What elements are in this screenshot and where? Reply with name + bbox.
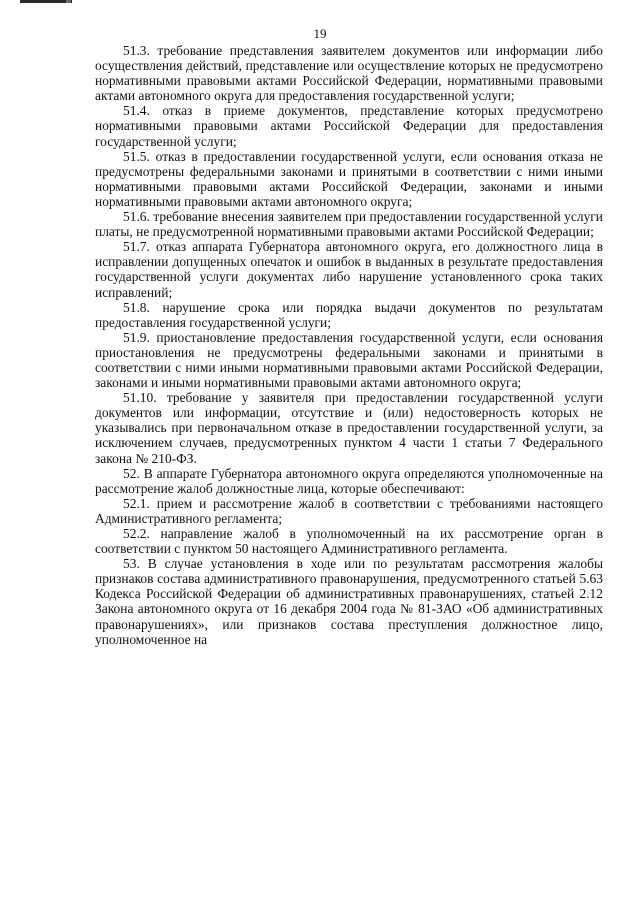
paragraph-52: 52. В аппарате Губернатора автономного округа определяются уполномоченные на рассмотрение жалоб должностные лица, которые обеспечивают:: [95, 465, 603, 496]
paragraph-51-9: 51.9. приостановление предоставления государственной услуги, если основания приостановления не предусмотрены федеральными законами и принятыми в соответствии с ними иными нормативными правовыми актами Российской Федерации, законами и иными нормативными правовыми актами автономного округа;: [95, 329, 603, 391]
paragraph-51-6: 51.6. требование внесения заявителем при предоставлении государственной услуги платы, не предусмотренной нормативными правовыми актами Российской Федерации;: [95, 209, 603, 240]
paragraph-53: 53. В случае установления в ходе или по результатам рассмотрения жалобы признаков состава административного правонарушения, предусмотренного статьей 5.63 Кодекса Российской Федерации об административных правонарушениях, статьей 2.12 Закона автономного округа от 16 декабря 2004 года № 81-ЗАО «Об административных правонарушениях», или признаков состава преступления должностное лицо, уполномоченное на: [95, 556, 603, 647]
paragraph-51-3: 51.3. требование представления заявителем документов или информации либо осуществления действий, представление или осуществление которых не предусмотрено нормативными правовыми актами Российской Федерации, нормативными правовыми актами автономного округа для предоставления государственной услуги;: [95, 43, 603, 104]
scan-edge-mark: [20, 0, 72, 3]
paragraph-51-8: 51.8. нарушение срока или порядка выдачи документов по результатам предоставления государственной услуги;: [95, 299, 603, 330]
paragraph-52-1: 52.1. прием и рассмотрение жалоб в соответствии с требованиями настоящего Административного регламента;: [95, 495, 603, 526]
paragraph-51-7: 51.7. отказ аппарата Губернатора автономного округа, его должностного лица в исправлении допущенных опечаток и ошибок в выданных в результате предоставления государственной услуги документах либо нарушение установленного срока таких исправлений;: [95, 239, 603, 300]
scan-edge-mark-2: [66, 0, 71, 3]
paragraph-51-5: 51.5. отказ в предоставлении государственной услуги, если основания отказа не предусмотрены федеральными законами и принятыми в соответствии с ними иными нормативными правовыми актами Российской Федерации, законами и иными нормативными правовыми актами автономного округа;: [95, 148, 603, 209]
paragraph-52-2: 52.2. направление жалоб в уполномоченный на их рассмотрение орган в соответствии с пунктом 50 настоящего Административного регламента.: [95, 526, 603, 557]
document-body: [95, 43, 603, 647]
paragraph-51-10: 51.10. требование у заявителя при предоставлении государственной услуги документов или информации, отсутствие и (или) недостоверность которых не указывались при первоначальном отказе в предоставлении государственной услуги, за исключением случаев, предусмотренных пунктом 4 части 1 статьи 7 Федерального закона № 210-ФЗ.: [95, 390, 603, 466]
page-number: 19: [313, 26, 327, 41]
paragraph-51-4: 51.4. отказ в приеме документов, представление которых предусмотрено нормативными правовыми актами Российской Федерации для предоставления государственной услуги;: [95, 103, 603, 149]
